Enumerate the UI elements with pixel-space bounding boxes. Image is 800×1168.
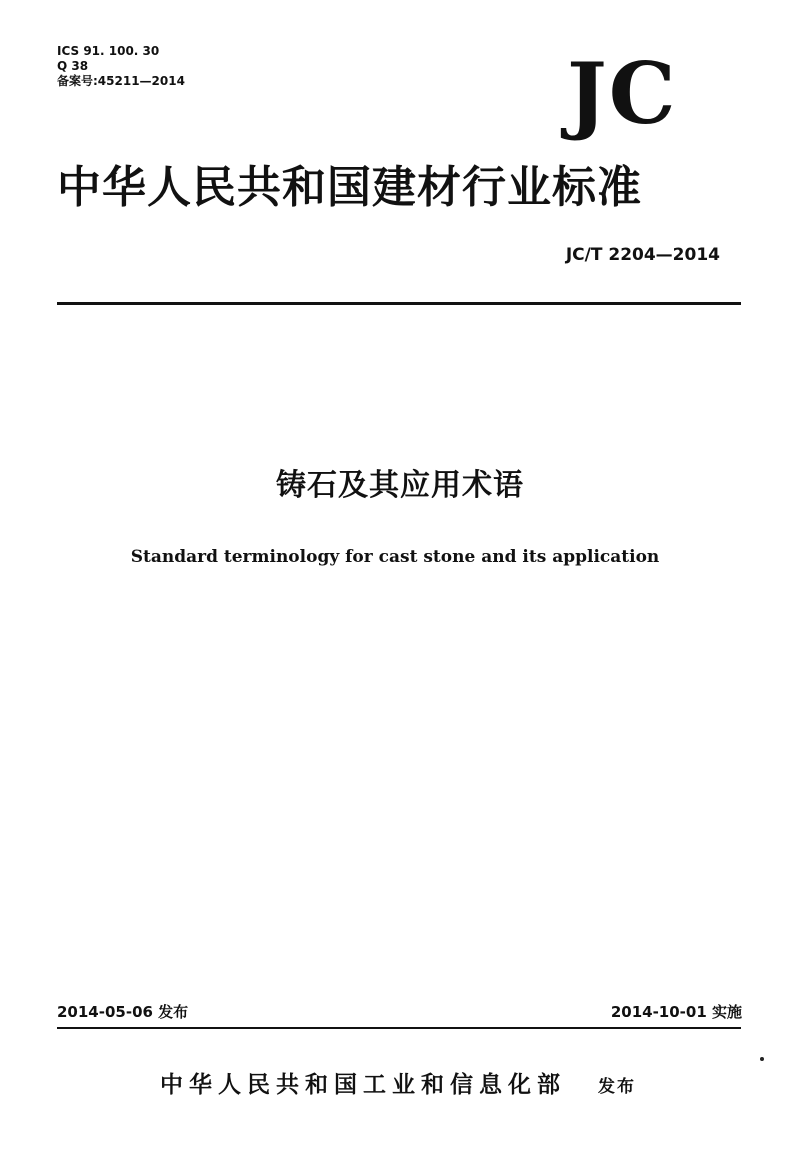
standard-number: JC/T 2204—2014	[565, 245, 720, 265]
record-number: 备案号:45211—2014	[57, 74, 185, 88]
category-code: Q 38	[57, 59, 89, 73]
implementation-date: 2014-10-01 实施	[610, 1003, 742, 1021]
publisher-suffix: 发布	[598, 1077, 636, 1097]
issue-date: 2014-05-06 发布	[57, 1003, 189, 1021]
document-meta	[57, 44, 185, 89]
document-title-zh: 铸石及其应用术语	[276, 468, 524, 503]
publisher: 中华人民共和国工业和信息化部	[160, 1072, 566, 1098]
bottom-divider	[57, 1027, 741, 1029]
document-title-en: Standard terminology for cast stone and its application	[130, 547, 660, 567]
ics-code: ICS 91. 100. 30	[57, 44, 160, 58]
jc-logo: JC	[567, 44, 678, 143]
top-divider	[57, 302, 741, 305]
scan-speck	[760, 1057, 764, 1061]
standard-series-title: 中华人民共和国建材行业标准	[57, 162, 642, 213]
